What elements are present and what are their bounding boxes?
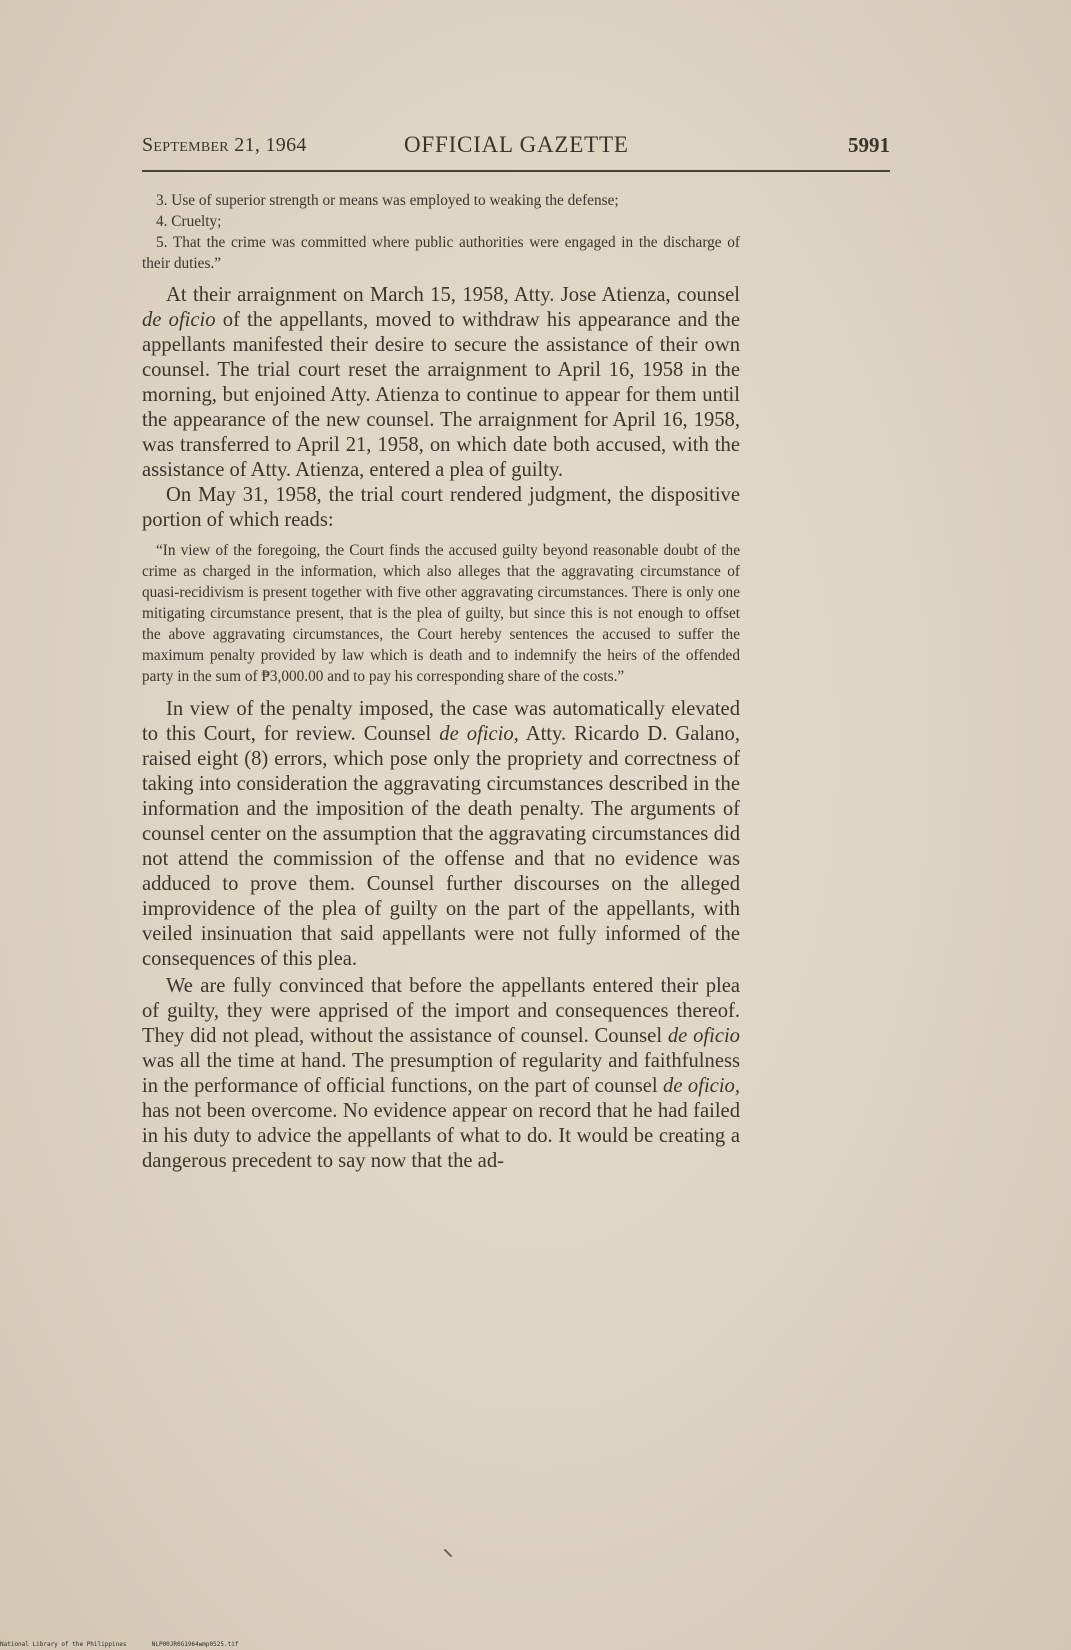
header-date-day-year: 21, 1964	[234, 134, 307, 156]
ink-mark	[444, 1549, 452, 1557]
scan-footer	[0, 1641, 238, 1648]
paragraph-conviction: We are fully convinced that before the appellants entered their plea of guilty, they were apprised of the import and consequences thereof. They did not plead, without the assistance of counsel. Counsel de oficio was all the time at hand. The presumption of regularity and faithfulness in the performance of official functions, on the part of counsel de oficio, has not been overcome. No evidence appear on record that he had failed in his duty to advice the appellants of what to do. It would be creating a dangerous precedent to say now that the ad-	[142, 975, 740, 1172]
footer-file-id: NLP00JR0G1964wmp0525.tif	[151, 1641, 239, 1648]
aggravating-circumstances-list	[142, 190, 740, 274]
paragraph-arraignment: At their arraignment on March 15, 1958, Atty. Jose Atienza, counsel de oficio of the appellants, moved to withdraw his appearance and the appellants manifested their desire to secure the assistance of their own counsel. The trial court reset the arraignment to April 16, 1958 in the morning, but enjoined Atty. Atienza to continue to appear for them until the appearance of the new counsel. The arraignment for April 16, 1958, was transferred to April 21, 1958, on which date both accused, with the assistance of Atty. Atienza, entered a plea of guilty.	[142, 284, 740, 481]
list-item: 5. That the crime was committed where public authorities were engaged in the discharge of their duties.”	[142, 234, 740, 272]
list-item: 4. Cruelty;	[156, 213, 222, 230]
page-body	[142, 190, 740, 1174]
paragraph-review: In view of the penalty imposed, the case was automatically elevated to this Court, for review. Counsel de oficio, Atty. Ricardo D. Galano, raised eight (8) errors, which pose only the propriety and correctness of taking into consideration the aggravating circumstances described in the information and the imposition of the death penalty. The arguments of counsel center on the assumption that the aggravating circumstances did not attend the commission of the offense and that no evidence was adduced to prove them. Counsel further discourses on the alleged improvidence of the plea of guilty on the part of the appellants, with veiled insinuation that said appellants were not fully informed of the consequences of this plea.	[142, 698, 740, 970]
running-header	[142, 134, 890, 164]
quote-text: “In view of the foregoing, the Court finds the accused guilty beyond reasonable doubt of the crime as charged in the information, which also alleges that the aggravating circumstance of quasi-recidivism is present together with five other aggravating circumstances. There is only one mitigating circumstance present, that is the plea of guilty, but since this is not enough to offset the above aggravating circumstances, the Court hereby sentences the accused to suffer the maximum penalty provided by law which is death and to indemnify the heirs of the offended party in the sum of ₱3,000.00 and to pay his corresponding share of the costs.”	[142, 542, 740, 685]
header-date-month: September	[142, 134, 229, 156]
page-number: 5991	[848, 133, 890, 157]
body-text-2	[142, 697, 740, 1174]
body-text-1	[142, 283, 740, 533]
header-rule	[142, 170, 890, 172]
paragraph-judgment: On May 31, 1958, the trial court rendered judgment, the dispositive portion of which reads:	[142, 484, 740, 531]
list-item: 3. Use of superior strength or means was employed to weaking the defense;	[156, 192, 619, 209]
judgment-quote	[142, 540, 740, 687]
footer-library: National Library of the Philippines	[0, 1641, 127, 1648]
publication-title: OFFICIAL GAZETTE	[404, 132, 629, 157]
header-date	[142, 134, 307, 157]
